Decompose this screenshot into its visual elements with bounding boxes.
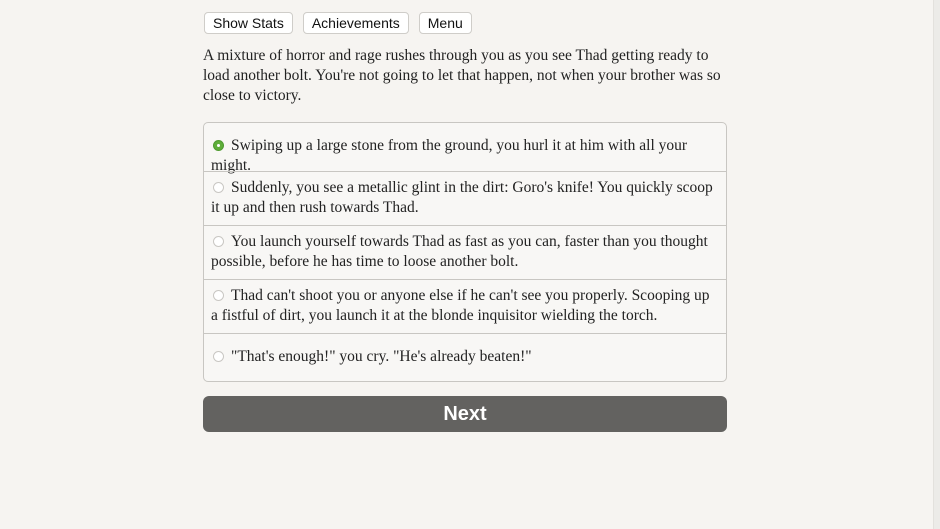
radio-selected-icon[interactable] — [213, 140, 224, 151]
choice-label: Swiping up a large stone from the ground, you hurl it at him with all your might. — [211, 137, 688, 174]
choice-option-3[interactable] — [204, 225, 726, 279]
choice-list — [203, 122, 727, 382]
radio-icon[interactable] — [213, 182, 224, 193]
choice-label: Thad can't shoot you or anyone else if he can't see you properly. Scooping up a fistful of dirt, you launch it at the blonde inquisitor wielding the torch. — [211, 287, 710, 324]
next-button[interactable]: Next — [203, 396, 727, 432]
choice-option-2[interactable] — [204, 171, 726, 225]
choice-label: Suddenly, you see a metallic glint in the dirt: Goro's knife! You quickly scoop it up and then rush towards Thad. — [211, 179, 713, 216]
choice-option-1[interactable] — [204, 123, 726, 174]
choice-option-5[interactable] — [204, 333, 726, 381]
choice-option-4[interactable] — [204, 279, 726, 333]
radio-icon[interactable] — [213, 290, 224, 301]
scrollbar-track[interactable] — [933, 0, 940, 529]
achievements-button[interactable]: Achievements — [303, 12, 409, 34]
radio-icon[interactable] — [213, 236, 224, 247]
show-stats-button[interactable]: Show Stats — [204, 12, 293, 34]
radio-icon[interactable] — [213, 351, 224, 362]
choice-label: You launch yourself towards Thad as fast as you can, faster than you thought possible, before he has time to loose another bolt. — [211, 233, 708, 270]
top-toolbar — [204, 12, 472, 34]
choice-label: "That's enough!" you cry. "He's already beaten!" — [231, 348, 532, 365]
narrative-text: A mixture of horror and rage rushes through you as you see Thad getting ready to load another bolt. You're not going to let that happen, not when your brother was so close to victory. — [203, 47, 721, 104]
menu-button[interactable]: Menu — [419, 12, 472, 34]
